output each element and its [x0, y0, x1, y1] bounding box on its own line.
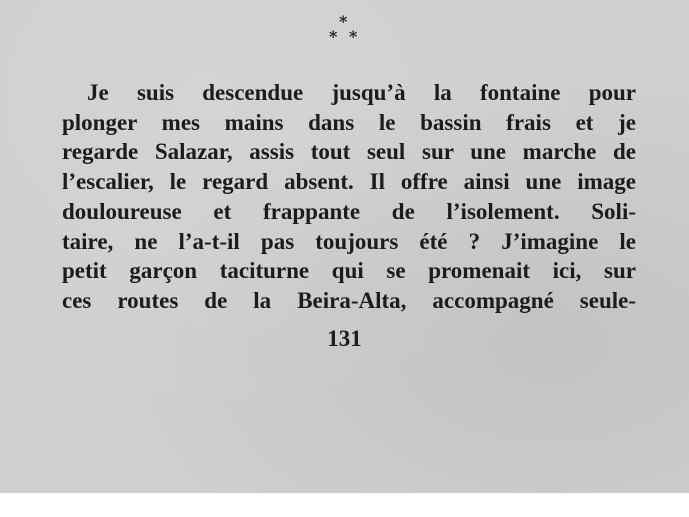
text-line: ces routes de la Beira-Alta, accompagné seule-	[62, 287, 636, 313]
text-line: plonger mes mains dans le bassin frais et je	[62, 109, 636, 135]
text-line: petit garçon taciturne qui se promenait ici, sur	[62, 258, 636, 284]
asterism-ornament	[320, 12, 370, 48]
ornament-star-left: *	[329, 27, 338, 46]
text-line: regarde Salazar, assis tout seul sur une marche de	[62, 139, 636, 165]
ornament-star-right: *	[349, 27, 358, 46]
text-line: Je suis descendue jusqu’à la fontaine pour	[87, 80, 636, 105]
page-number: 131	[327, 326, 362, 351]
text-line: douloureuse et frappante de l’isolement. Soli-	[62, 198, 636, 224]
text-line: taire, ne l’a-t-il pas toujours été ? J’imagine le	[62, 228, 636, 254]
text-line: l’escalier, le regard absent. Il offre ainsi une image	[62, 169, 636, 195]
body-paragraph	[62, 78, 636, 316]
ornament-star-top: *	[339, 12, 348, 31]
